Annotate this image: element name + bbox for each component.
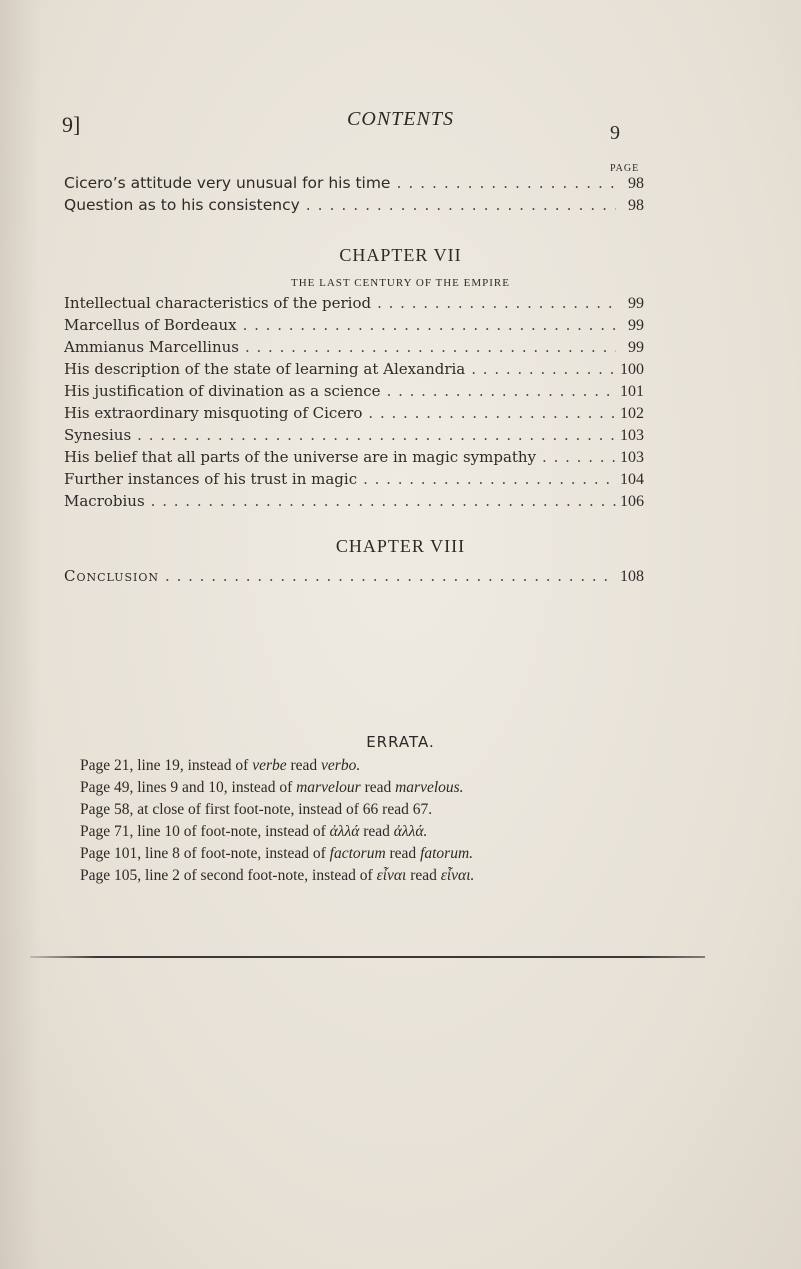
toc-entry-page: 99 bbox=[628, 317, 644, 334]
running-head bbox=[0, 108, 801, 148]
toc-entry-title: His belief that all parts of the universe are in magic sympathy bbox=[64, 448, 537, 466]
toc-entry bbox=[64, 174, 644, 196]
toc-entry-title: Ammianus Marcellinus bbox=[64, 338, 239, 356]
toc-entry-title: Conclusion bbox=[64, 567, 160, 585]
toc-entry-page: 99 bbox=[628, 295, 644, 312]
toc-entry bbox=[64, 470, 644, 492]
toc-entry-title: Synesius bbox=[64, 426, 132, 444]
leader-dots bbox=[243, 316, 616, 334]
toc-entry-title: Further instances of his trust in magic bbox=[64, 470, 358, 488]
toc-entry-page: 98 bbox=[628, 197, 644, 214]
toc-entry bbox=[64, 338, 644, 360]
errata-correct: fatorum. bbox=[420, 845, 474, 862]
errata-list bbox=[80, 757, 720, 889]
toc-entry-page: 100 bbox=[620, 361, 644, 378]
leader-dots bbox=[396, 174, 616, 192]
toc-entry bbox=[64, 426, 644, 448]
toc-entry bbox=[64, 448, 644, 470]
errata-correct: ἀλλά. bbox=[393, 823, 428, 840]
errata-text: Page 105, line 2 of second foot-note, instead of bbox=[80, 867, 377, 884]
horizontal-rule bbox=[30, 956, 705, 958]
leader-dots bbox=[542, 448, 616, 466]
toc-entry-page: 99 bbox=[628, 339, 644, 356]
chapter-7-heading: CHAPTER VII bbox=[339, 245, 462, 265]
folio-left: 9] bbox=[62, 112, 81, 137]
toc-entry-page: 103 bbox=[620, 449, 644, 466]
toc-entry bbox=[64, 404, 644, 426]
errata-text: read bbox=[286, 757, 322, 774]
toc-entry-title: Intellectual characteristics of the period bbox=[64, 294, 372, 312]
errata-text: Page 58, at close of first foot-note, instead of 66 read 67. bbox=[80, 801, 433, 818]
errata-line bbox=[80, 823, 720, 845]
errata-line bbox=[80, 757, 720, 779]
toc-entry bbox=[64, 382, 644, 404]
toc-entry-page: 108 bbox=[620, 568, 644, 585]
errata-title: ERRATA. bbox=[366, 733, 435, 751]
toc-entry bbox=[64, 316, 644, 338]
leader-dots bbox=[137, 426, 616, 444]
toc-entry-title: Cicero’s attitude very unusual for his time bbox=[64, 174, 391, 192]
errata-correct: marvelous. bbox=[395, 779, 464, 796]
errata-text: Page 21, line 19, instead of bbox=[80, 757, 253, 774]
errata-text: Page 49, lines 9 and 10, instead of bbox=[80, 779, 297, 796]
toc-entry-page: 101 bbox=[620, 383, 644, 400]
toc-entry-page: 106 bbox=[620, 493, 644, 510]
errata-wrong: verbe bbox=[252, 757, 287, 774]
errata-line bbox=[80, 867, 720, 889]
errata-correct: εἶναι. bbox=[440, 867, 475, 884]
toc-entry bbox=[64, 196, 644, 218]
toc-entry-title: Macrobius bbox=[64, 492, 145, 510]
toc-entry bbox=[64, 360, 644, 382]
errata-line bbox=[80, 801, 720, 823]
errata-line bbox=[80, 845, 720, 867]
toc-entry-page: 104 bbox=[620, 471, 644, 488]
toc-entry-page: 98 bbox=[628, 175, 644, 192]
errata-text: read bbox=[406, 867, 441, 884]
leader-dots bbox=[245, 338, 616, 356]
toc-entry-page: 103 bbox=[620, 427, 644, 444]
toc-entry bbox=[64, 294, 644, 316]
errata-text: read bbox=[359, 823, 394, 840]
page-column-label: PAGE bbox=[610, 163, 640, 174]
chapter-8-heading: CHAPTER VIII bbox=[335, 536, 466, 556]
folio-right: 9 bbox=[610, 122, 620, 144]
toc-entry-title: His description of the state of learning at Alexandria bbox=[64, 360, 466, 378]
toc-top bbox=[64, 174, 644, 218]
leader-dots bbox=[363, 470, 616, 488]
toc-entry-title: His extraordinary misquoting of Cicero bbox=[64, 404, 363, 422]
errata-correct: verbo. bbox=[321, 757, 361, 774]
leader-dots bbox=[306, 196, 616, 214]
leader-dots bbox=[151, 492, 616, 510]
running-title: CONTENTS bbox=[347, 108, 454, 130]
leader-dots bbox=[377, 294, 616, 312]
leader-dots bbox=[387, 382, 616, 400]
errata-wrong: ἀλλά bbox=[329, 823, 360, 840]
leader-dots bbox=[471, 360, 616, 378]
toc-entry-title: His justification of divination as a science bbox=[64, 382, 381, 400]
toc-entry-title: Marcellus of Bordeaux bbox=[64, 316, 237, 334]
errata-wrong: marvelour bbox=[296, 779, 361, 796]
errata-text: Page 101, line 8 of foot-note, instead of bbox=[80, 845, 330, 862]
leader-dots bbox=[165, 567, 616, 585]
errata-line bbox=[80, 779, 720, 801]
toc-chapter-7 bbox=[64, 294, 644, 514]
leader-dots bbox=[368, 404, 616, 422]
errata-wrong: factorum bbox=[329, 845, 386, 862]
errata-text: read bbox=[385, 845, 421, 862]
toc-entry bbox=[64, 492, 644, 514]
errata-text: Page 71, line 10 of foot-note, instead of bbox=[80, 823, 330, 840]
toc-chapter-8 bbox=[64, 567, 644, 589]
toc-entry bbox=[64, 567, 644, 589]
chapter-7-subtitle: THE LAST CENTURY OF THE EMPIRE bbox=[291, 277, 510, 289]
errata-text: read bbox=[360, 779, 396, 796]
toc-entry-title: Question as to his consistency bbox=[64, 196, 300, 214]
toc-entry-page: 102 bbox=[620, 405, 644, 422]
errata-wrong: εἶναι bbox=[376, 867, 407, 884]
